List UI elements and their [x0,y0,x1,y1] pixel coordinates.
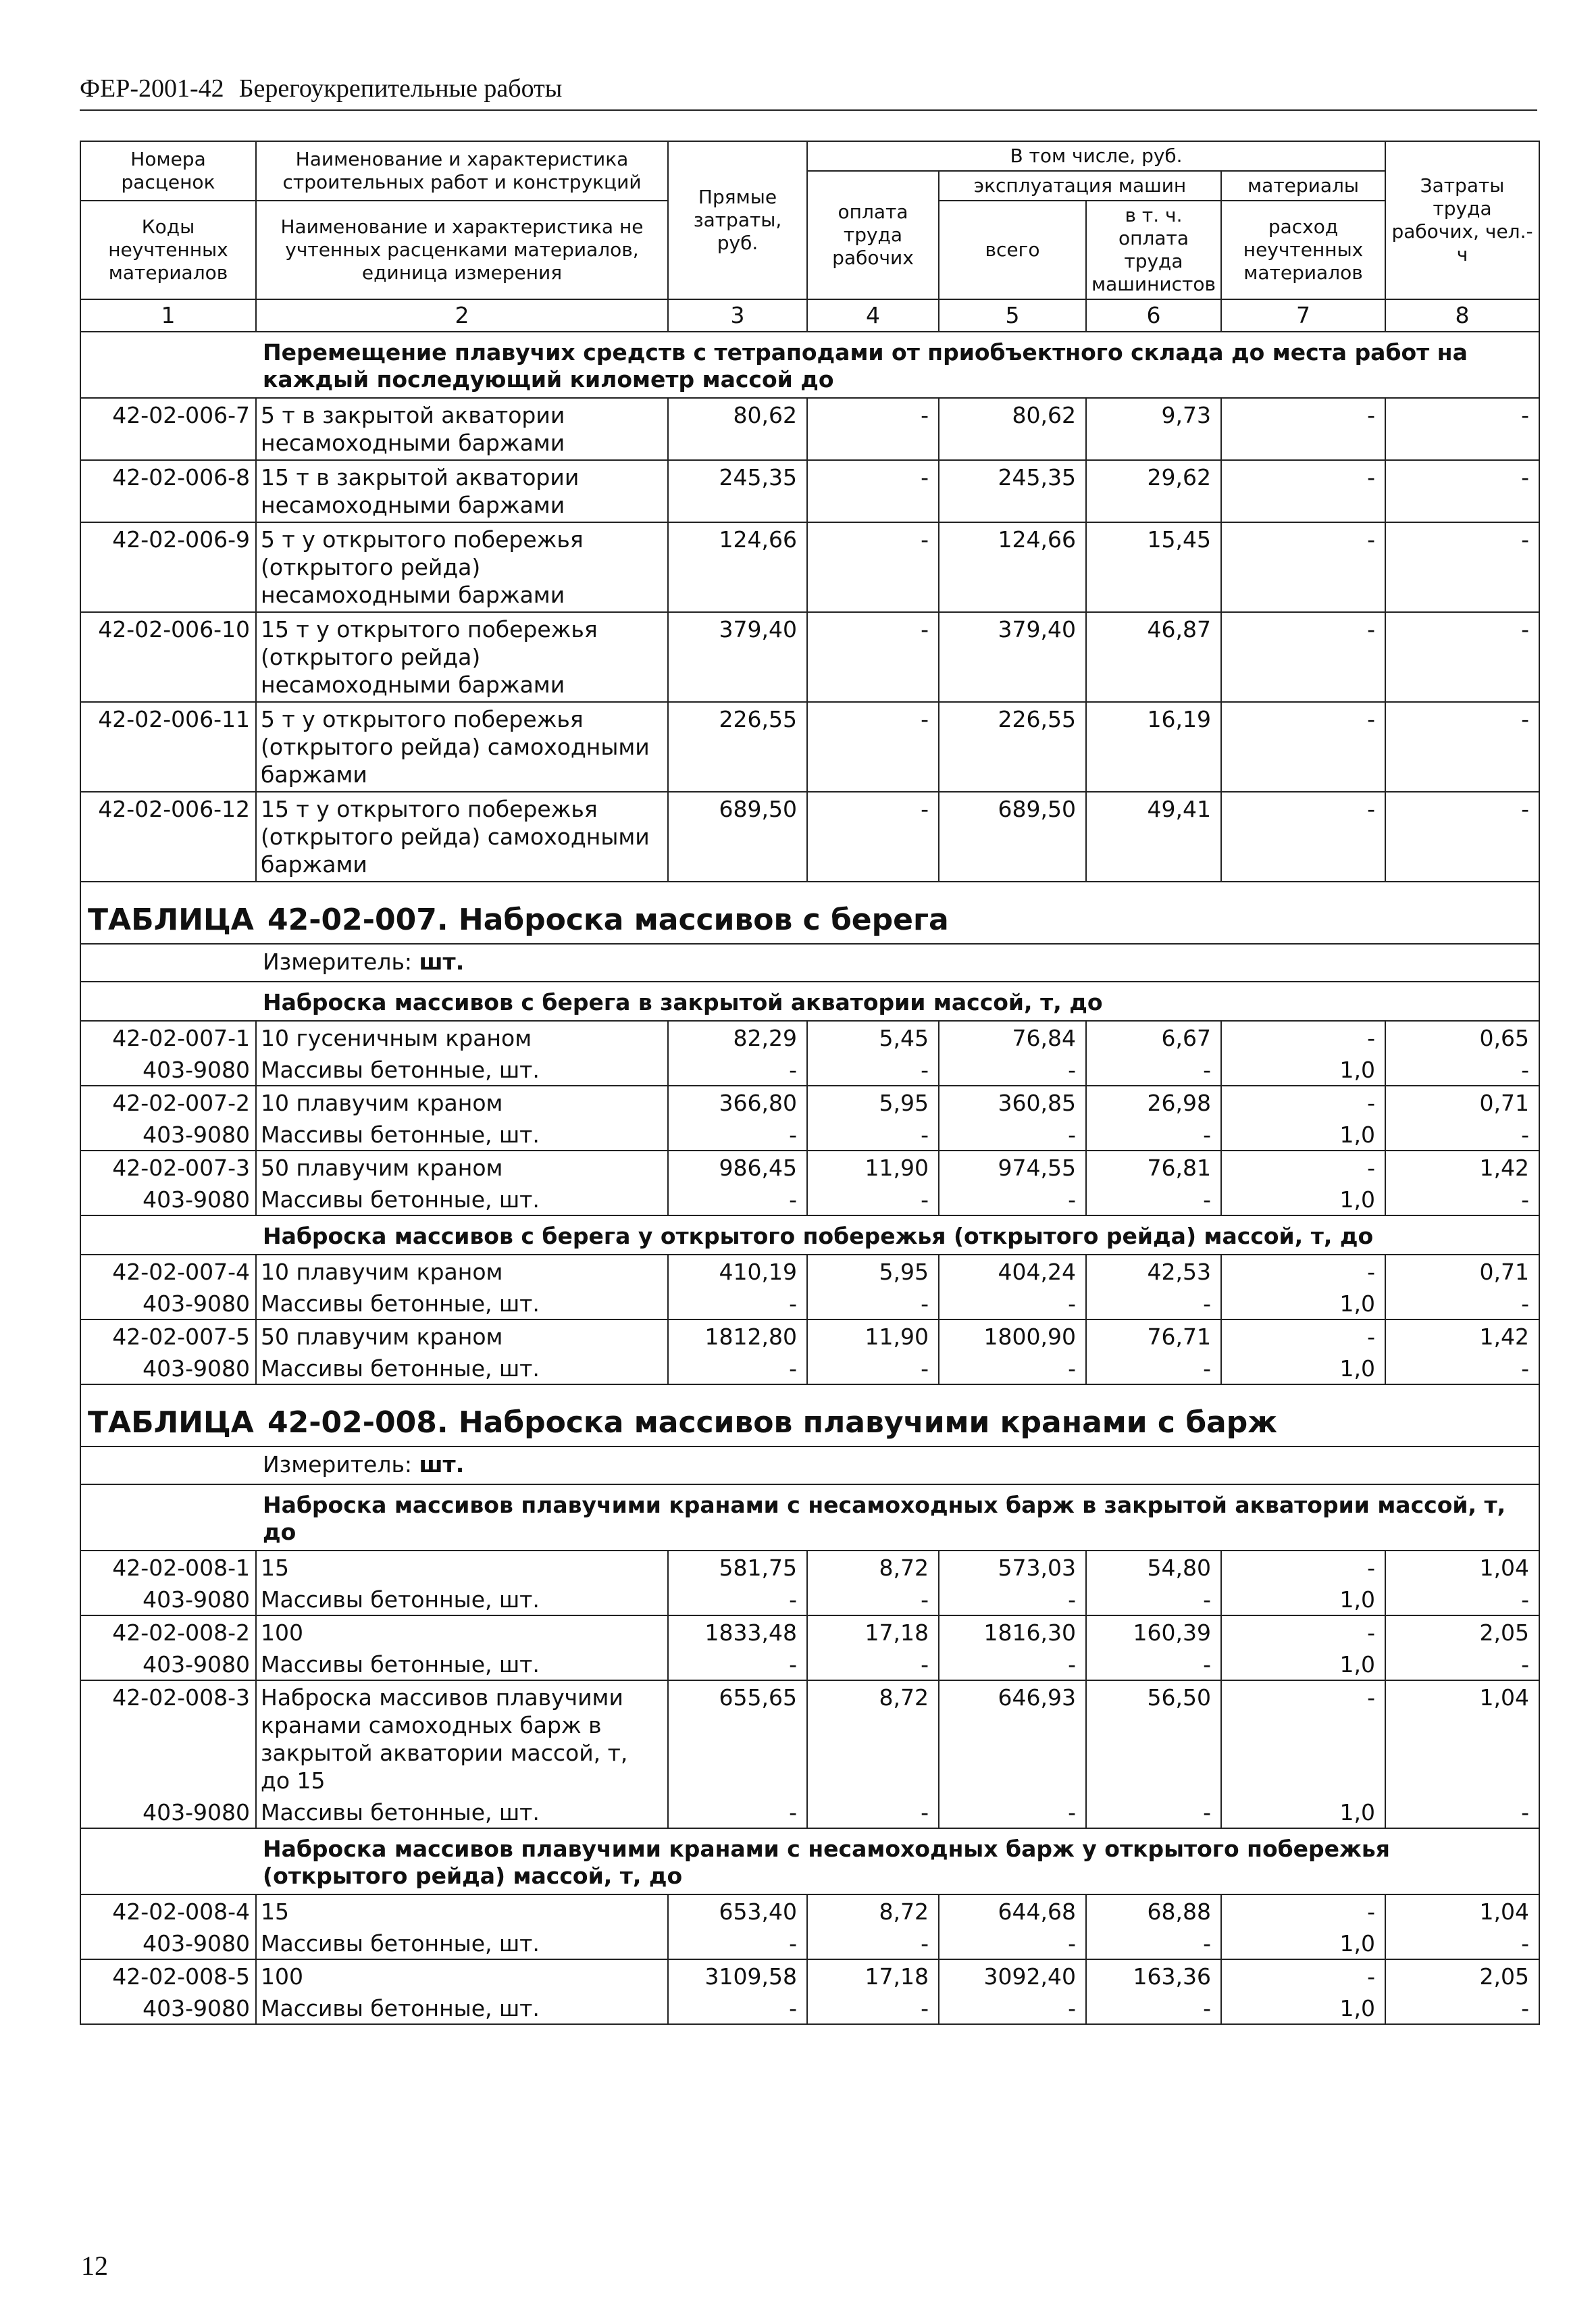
machines-total-cell: 404,24 [939,1255,1086,1288]
column-number: 1 [80,299,256,332]
worker-pay-cell: - [807,1797,939,1828]
worker-pay-cell: - [807,612,939,702]
machines-total-cell: 644,68 [939,1894,1086,1928]
measure-label: Измеритель: [263,949,413,975]
materials-cell: - [1221,1551,1385,1584]
rate-code-cell: 42-02-007-1 [80,1021,256,1055]
labor-hours-cell: - [1385,1353,1539,1384]
measure-spacer [80,944,256,982]
operator-pay-cell: - [1086,1055,1221,1086]
rate-row [80,522,1539,612]
header-worker-pay: оплата труда рабочих [807,171,939,299]
column-number: 3 [668,299,807,332]
work-description-cell: 10 плавучим краном [256,1255,668,1288]
work-description-cell: 50 плавучим краном [256,1151,668,1184]
direct-costs-cell: 1812,80 [668,1319,807,1353]
header-col2-top: Наименование и характеристика строительных работ и конструкций [256,141,668,201]
work-description-cell: Массивы бетонные, шт. [256,1928,668,1959]
rate-code-cell: 42-02-006-12 [80,792,256,882]
rate-row [80,792,1539,882]
operator-pay-cell: 54,80 [1086,1551,1221,1584]
materials-cell: - [1221,1021,1385,1055]
work-description-cell: 15 т у открытого побережья (открытого рейда) несамоходными баржами [256,612,668,702]
labor-hours-cell: - [1385,1649,1539,1680]
material-row [80,1584,1539,1615]
worker-pay-cell: 17,18 [807,1615,939,1649]
work-description-cell: 15 [256,1894,668,1928]
materials-cell: 1,0 [1221,1928,1385,1959]
machines-total-cell: 974,55 [939,1151,1086,1184]
worker-pay-cell: 8,72 [807,1551,939,1584]
table-title [80,1384,1539,1447]
material-row [80,1928,1539,1959]
measure-value: шт. [419,949,465,975]
work-description-cell: 15 т у открытого побережья (открытого рейда) самоходными баржами [256,792,668,882]
machines-total-cell: - [939,1353,1086,1384]
work-description-cell: 5 т у открытого побережья (открытого рейда) несамоходными баржами [256,522,668,612]
rate-code-cell: 403-9080 [80,1584,256,1615]
work-description-cell: 10 плавучим краном [256,1086,668,1120]
operator-pay-cell: 16,19 [1086,702,1221,792]
material-row [80,1797,1539,1828]
materials-cell: - [1221,522,1385,612]
work-description-cell: Массивы бетонные, шт. [256,1584,668,1615]
material-row [80,1353,1539,1384]
materials-cell: - [1221,1086,1385,1120]
operator-pay-cell: 26,98 [1086,1086,1221,1120]
header-materials: материалы [1221,171,1385,201]
materials-cell: - [1221,1255,1385,1288]
group-heading-spacer [80,332,256,398]
direct-costs-cell: 245,35 [668,460,807,522]
table-prefix: ТАБЛИЦА [88,1405,254,1440]
machines-total-cell: - [939,1288,1086,1319]
work-description-cell: 5 т у открытого побережья (открытого рейда) самоходными баржами [256,702,668,792]
labor-hours-cell: - [1385,522,1539,612]
work-description-cell: 100 [256,1959,668,1993]
direct-costs-cell: 655,65 [668,1680,807,1797]
table-title-text: 42-02-007. Наброска массивов с берега [267,903,949,937]
materials-cell: 1,0 [1221,1120,1385,1151]
measure-unit [256,1447,1539,1484]
rate-row [80,1615,1539,1649]
materials-cell: - [1221,1615,1385,1649]
operator-pay-cell: - [1086,1928,1221,1959]
direct-costs-cell: 124,66 [668,522,807,612]
rate-code-cell: 42-02-006-10 [80,612,256,702]
rate-row [80,702,1539,792]
materials-cell: 1,0 [1221,1353,1385,1384]
materials-cell: - [1221,1894,1385,1928]
group-heading-row [80,1215,1539,1255]
operator-pay-cell: 15,45 [1086,522,1221,612]
labor-hours-cell: 1,42 [1385,1151,1539,1184]
machines-total-cell: 80,62 [939,398,1086,460]
worker-pay-cell: 11,90 [807,1151,939,1184]
direct-costs-cell: 82,29 [668,1021,807,1055]
measure-spacer [80,1447,256,1484]
labor-hours-cell: 0,71 [1385,1255,1539,1288]
direct-costs-cell: 366,80 [668,1086,807,1120]
worker-pay-cell: - [807,1055,939,1086]
labor-hours-cell: - [1385,1288,1539,1319]
operator-pay-cell: - [1086,1353,1221,1384]
operator-pay-cell: 163,36 [1086,1959,1221,1993]
header-material-consumption: расход неучтенных материалов [1221,201,1385,299]
rate-code-cell: 42-02-006-7 [80,398,256,460]
materials-cell: 1,0 [1221,1288,1385,1319]
operator-pay-cell: 76,81 [1086,1151,1221,1184]
work-description-cell: Массивы бетонные, шт. [256,1353,668,1384]
work-description-cell: 100 [256,1615,668,1649]
header-machines: эксплуатация машин [939,171,1221,201]
machines-total-cell: 226,55 [939,702,1086,792]
direct-costs-cell: 689,50 [668,792,807,882]
rate-code-cell: 403-9080 [80,1184,256,1215]
worker-pay-cell: - [807,460,939,522]
machines-total-cell: 3092,40 [939,1959,1086,1993]
labor-hours-cell: 1,04 [1385,1894,1539,1928]
labor-hours-cell: - [1385,1120,1539,1151]
column-number: 7 [1221,299,1385,332]
direct-costs-cell: - [668,1120,807,1151]
worker-pay-cell: 8,72 [807,1680,939,1797]
machines-total-cell: - [939,1993,1086,2024]
group-heading-spacer [80,982,256,1021]
rate-code-cell: 42-02-007-5 [80,1319,256,1353]
worker-pay-cell: - [807,1353,939,1384]
worker-pay-cell: - [807,522,939,612]
machines-total-cell: - [939,1797,1086,1828]
column-numbers-row [80,299,1539,332]
operator-pay-cell: - [1086,1120,1221,1151]
labor-hours-cell: - [1385,1055,1539,1086]
operator-pay-cell: 42,53 [1086,1255,1221,1288]
rate-code-cell: 42-02-007-4 [80,1255,256,1288]
document-code: ФЕР-2001-42 [80,74,224,103]
group-heading-row [80,982,1539,1021]
operator-pay-cell: - [1086,1584,1221,1615]
work-description-cell: Массивы бетонные, шт. [256,1797,668,1828]
worker-pay-cell: 17,18 [807,1959,939,1993]
group-heading-spacer [80,1828,256,1894]
materials-cell: - [1221,1151,1385,1184]
work-description-cell: 15 т в закрытой акватории несамоходными баржами [256,460,668,522]
operator-pay-cell: - [1086,1993,1221,2024]
worker-pay-cell: - [807,398,939,460]
rate-code-cell: 403-9080 [80,1928,256,1959]
direct-costs-cell: 379,40 [668,612,807,702]
machines-total-cell: - [939,1928,1086,1959]
worker-pay-cell: - [807,792,939,882]
table-title [80,882,1539,944]
labor-hours-cell: - [1385,612,1539,702]
header-row-1 [80,141,1539,171]
direct-costs-cell: - [668,1797,807,1828]
rate-code-cell: 403-9080 [80,1649,256,1680]
material-row [80,1288,1539,1319]
worker-pay-cell: - [807,1184,939,1215]
rate-code-cell: 42-02-008-1 [80,1551,256,1584]
work-description-cell: 50 плавучим краном [256,1319,668,1353]
rate-row [80,612,1539,702]
rate-code-cell: 403-9080 [80,1120,256,1151]
table-title-text: 42-02-008. Наброска массивов плавучими кранами с барж [267,1405,1278,1440]
worker-pay-cell: 11,90 [807,1319,939,1353]
work-description-cell: Массивы бетонные, шт. [256,1120,668,1151]
rate-row [80,1894,1539,1928]
labor-hours-cell: - [1385,1184,1539,1215]
header-col1-bottom: Коды неучтенных материалов [80,201,256,299]
machines-total-cell: 76,84 [939,1021,1086,1055]
page-number: 12 [81,2250,108,2281]
labor-hours-cell: 0,71 [1385,1086,1539,1120]
group-heading-row [80,1484,1539,1551]
materials-cell: - [1221,792,1385,882]
machines-total-cell: 646,93 [939,1680,1086,1797]
material-row [80,1993,1539,2024]
machines-total-cell: - [939,1055,1086,1086]
materials-cell: 1,0 [1221,1649,1385,1680]
materials-cell: 1,0 [1221,1184,1385,1215]
labor-hours-cell: - [1385,1584,1539,1615]
rate-code-cell: 42-02-007-3 [80,1151,256,1184]
rate-row [80,1086,1539,1120]
direct-costs-cell: - [668,1584,807,1615]
operator-pay-cell: 6,67 [1086,1021,1221,1055]
direct-costs-cell: - [668,1649,807,1680]
labor-hours-cell: - [1385,398,1539,460]
materials-cell: - [1221,1680,1385,1797]
material-row [80,1055,1539,1086]
labor-hours-cell: 1,04 [1385,1680,1539,1797]
work-description-cell: Наброска массивов плавучими кранами самоходных барж в закрытой акватории массой, т, до 15 [256,1680,668,1797]
rate-code-cell: 42-02-008-5 [80,1959,256,1993]
materials-cell: - [1221,612,1385,702]
direct-costs-cell: - [668,1928,807,1959]
group-heading-row [80,1828,1539,1894]
rate-code-cell: 42-02-006-11 [80,702,256,792]
rate-row [80,1959,1539,1993]
rate-row [80,1021,1539,1055]
machines-total-cell: - [939,1184,1086,1215]
rate-code-cell: 42-02-007-2 [80,1086,256,1120]
group-heading-spacer [80,1215,256,1255]
work-description-cell: Массивы бетонные, шт. [256,1184,668,1215]
rate-row [80,1551,1539,1584]
worker-pay-cell: 8,72 [807,1894,939,1928]
materials-cell: - [1221,702,1385,792]
column-number: 5 [939,299,1086,332]
material-row [80,1120,1539,1151]
direct-costs-cell: - [668,1055,807,1086]
column-number: 4 [807,299,939,332]
rate-code-cell: 42-02-008-2 [80,1615,256,1649]
header-direct-costs: Прямые затраты, руб. [668,141,807,299]
rate-code-cell: 42-02-006-9 [80,522,256,612]
machines-total-cell: 379,40 [939,612,1086,702]
worker-pay-cell: 5,95 [807,1255,939,1288]
group-heading: Наброска массивов плавучими кранами с несамоходных барж в закрытой акватории массой, т, до [256,1484,1539,1551]
group-heading: Наброска массивов плавучими кранами с несамоходных барж у открытого побережья (открытого рейда) массой, т, до [256,1828,1539,1894]
direct-costs-cell: 226,55 [668,702,807,792]
rate-code-cell: 42-02-008-3 [80,1680,256,1797]
group-heading-spacer [80,1484,256,1551]
rate-row [80,1680,1539,1797]
direct-costs-cell: 986,45 [668,1151,807,1184]
direct-costs-cell: - [668,1993,807,2024]
rate-code-cell: 42-02-006-8 [80,460,256,522]
materials-cell: 1,0 [1221,1055,1385,1086]
direct-costs-cell: - [668,1288,807,1319]
worker-pay-cell: - [807,1928,939,1959]
page-header [80,73,1537,111]
rate-code-cell: 403-9080 [80,1288,256,1319]
direct-costs-cell: 80,62 [668,398,807,460]
rate-row [80,1255,1539,1288]
machines-total-cell: - [939,1649,1086,1680]
operator-pay-cell: - [1086,1797,1221,1828]
operator-pay-cell: - [1086,1649,1221,1680]
direct-costs-cell: 410,19 [668,1255,807,1288]
measure-value: шт. [419,1451,465,1478]
work-description-cell: 15 [256,1551,668,1584]
work-description-cell: Массивы бетонные, шт. [256,1055,668,1086]
work-description-cell: Массивы бетонные, шт. [256,1993,668,2024]
operator-pay-cell: - [1086,1184,1221,1215]
column-number: 6 [1086,299,1221,332]
measure-label: Измеритель: [263,1451,413,1478]
operator-pay-cell: - [1086,1288,1221,1319]
direct-costs-cell: 581,75 [668,1551,807,1584]
price-table [80,141,1540,2025]
rate-code-cell: 403-9080 [80,1797,256,1828]
worker-pay-cell: - [807,1120,939,1151]
document-title: Берегоукрепительные работы [238,74,563,103]
operator-pay-cell: 76,71 [1086,1319,1221,1353]
header-col2-bottom: Наименование и характеристика не учтенных расценками материалов, единица измерения [256,201,668,299]
price-table-wrapper [80,141,1539,2025]
worker-pay-cell: - [807,702,939,792]
rate-code-cell: 42-02-008-4 [80,1894,256,1928]
worker-pay-cell: - [807,1288,939,1319]
column-number: 2 [256,299,668,332]
materials-cell: 1,0 [1221,1584,1385,1615]
labor-hours-cell: 1,04 [1385,1551,1539,1584]
labor-hours-cell: - [1385,702,1539,792]
group-heading: Наброска массивов с берега в закрытой акватории массой, т, до [256,982,1539,1021]
measure-unit [256,944,1539,982]
header-labor-hours: Затраты труда рабочих, чел.-ч [1385,141,1539,299]
material-row [80,1649,1539,1680]
work-description-cell: Массивы бетонные, шт. [256,1649,668,1680]
labor-hours-cell: - [1385,460,1539,522]
rate-row [80,398,1539,460]
group-heading: Наброска массивов с берега у открытого побережья (открытого рейда) массой, т, до [256,1215,1539,1255]
operator-pay-cell: 68,88 [1086,1894,1221,1928]
materials-cell: - [1221,1959,1385,1993]
direct-costs-cell: - [668,1353,807,1384]
group-heading: Перемещение плавучих средств с тетраподами от приобъектного склада до места работ на каждый последующий километр массой до [256,332,1539,398]
work-description-cell: 10 гусеничным краном [256,1021,668,1055]
rate-row [80,460,1539,522]
machines-total-cell: 1800,90 [939,1319,1086,1353]
direct-costs-cell: - [668,1184,807,1215]
group-heading-row [80,332,1539,398]
machines-total-cell: 1816,30 [939,1615,1086,1649]
machines-total-cell: 124,66 [939,522,1086,612]
column-number: 8 [1385,299,1539,332]
table-prefix: ТАБЛИЦА [88,903,254,937]
table-title-row [80,1384,1539,1447]
operator-pay-cell: 56,50 [1086,1680,1221,1797]
operator-pay-cell: 46,87 [1086,612,1221,702]
machines-total-cell: 360,85 [939,1086,1086,1120]
operator-pay-cell: 9,73 [1086,398,1221,460]
header-operator-pay: в т. ч. оплата труда машинистов [1086,201,1221,299]
labor-hours-cell: 2,05 [1385,1959,1539,1993]
labor-hours-cell: 2,05 [1385,1615,1539,1649]
labor-hours-cell: - [1385,1993,1539,2024]
rate-code-cell: 403-9080 [80,1993,256,2024]
direct-costs-cell: 653,40 [668,1894,807,1928]
direct-costs-cell: 3109,58 [668,1959,807,1993]
work-description-cell: Массивы бетонные, шт. [256,1288,668,1319]
materials-cell: 1,0 [1221,1797,1385,1828]
machines-total-cell: 245,35 [939,460,1086,522]
table-title-row [80,882,1539,944]
labor-hours-cell: - [1385,792,1539,882]
machines-total-cell: 573,03 [939,1551,1086,1584]
labor-hours-cell: - [1385,1797,1539,1828]
work-description-cell: 5 т в закрытой акватории несамоходными баржами [256,398,668,460]
worker-pay-cell: 5,45 [807,1021,939,1055]
labor-hours-cell: 0,65 [1385,1021,1539,1055]
operator-pay-cell: 160,39 [1086,1615,1221,1649]
materials-cell: - [1221,460,1385,522]
operator-pay-cell: 49,41 [1086,792,1221,882]
material-row [80,1184,1539,1215]
machines-total-cell: 689,50 [939,792,1086,882]
worker-pay-cell: - [807,1649,939,1680]
measure-row [80,1447,1539,1484]
labor-hours-cell: - [1385,1928,1539,1959]
rate-row [80,1319,1539,1353]
materials-cell: - [1221,398,1385,460]
header-col1-top: Номера расценок [80,141,256,201]
rate-code-cell: 403-9080 [80,1055,256,1086]
direct-costs-cell: 1833,48 [668,1615,807,1649]
materials-cell: - [1221,1319,1385,1353]
header-machines-total: всего [939,201,1086,299]
header-including: В том числе, руб. [807,141,1385,171]
materials-cell: 1,0 [1221,1993,1385,2024]
operator-pay-cell: 29,62 [1086,460,1221,522]
machines-total-cell: - [939,1584,1086,1615]
rate-row [80,1151,1539,1184]
worker-pay-cell: - [807,1993,939,2024]
worker-pay-cell: 5,95 [807,1086,939,1120]
measure-row [80,944,1539,982]
worker-pay-cell: - [807,1584,939,1615]
rate-code-cell: 403-9080 [80,1353,256,1384]
labor-hours-cell: 1,42 [1385,1319,1539,1353]
machines-total-cell: - [939,1120,1086,1151]
